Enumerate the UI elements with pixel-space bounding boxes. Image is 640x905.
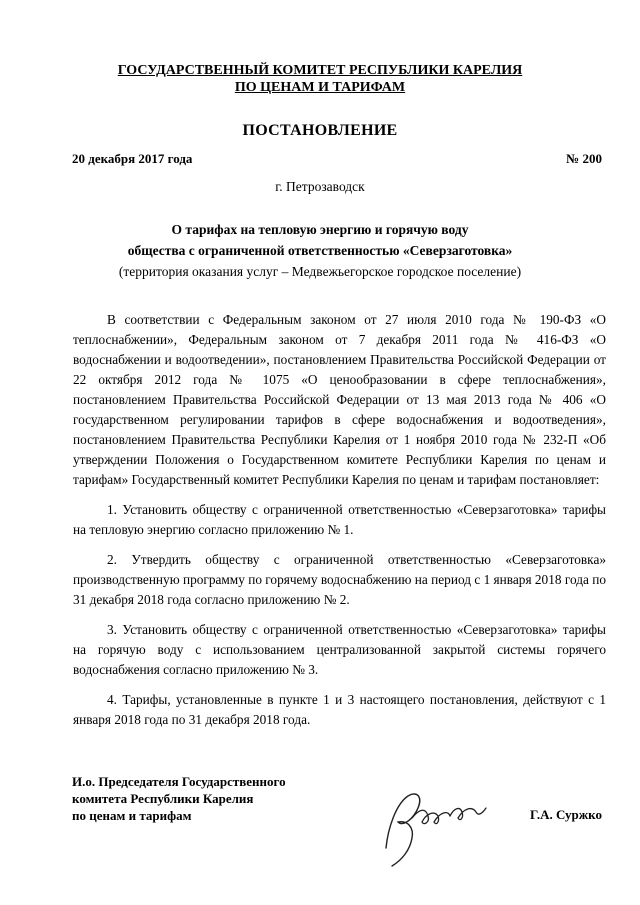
decree-item-3: 3. Установить обществу с ограниченной ответственностью «Северзаготовка» тарифы на горячую воду с использованием централизованной закрытой системы горячего водоснабжения согласно приложению № 3. [73,622,606,677]
committee-name-line2: ПО ЦЕНАМ И ТАРИФАМ [234,80,406,95]
signatory-position-line2: комитета Республики Карелия [72,791,254,806]
subject-line1: О тарифах на тепловую энергию и горячую воду [171,222,469,237]
decree-item-2: 2. Утвердить обществу с ограниченной ответственностью «Северзаготовка» производственную программу по горячему водоснабжению на период с 1 января 2018 года по 31 декабря 2018 года согласно приложению № 2. [73,552,606,607]
preamble-paragraph: В соответствии с Федеральным законом от 27 июля 2010 года № 190-ФЗ «О теплоснабжении», Федеральным законом от 7 декабря 2011 года № 416-ФЗ «О водоснабжении и водоотведении», постановлением Правительства Российской Федерации от 22 октября 2012 года № 1075 «О ценообразовании в сфере теплоснабжения», постановлением Правительства Российской Федерации от 13 мая 2013 года № 406 «О государственном регулировании тарифов в сфере водоснабжения и водоотведения», постановлением Правительства Республики Карелия от 1 ноября 2010 года № 232-П «Об утверждении Положения о Государственном комитете Республики Карелия по ценам и тарифам» Государственный комитет Республики Карелия по ценам и тарифам постановляет: [73,312,606,487]
committee-name-line1: ГОСУДАРСТВЕННЫЙ КОМИТЕТ РЕСПУБЛИКИ КАРЕЛИЯ [117,63,523,78]
document-body [73,310,606,730]
signatory-position [72,773,286,824]
signatory-name: Г.А. Суржко [530,807,602,822]
document-city: г. Петрозаводск [275,179,365,194]
document-date: 20 декабря 2017 года [72,151,193,166]
decree-item-1: 1. Установить обществу с ограниченной ответственностью «Северзаготовка» тарифы на тепловую энергию согласно приложению № 1. [73,502,606,537]
document-number: № 200 [566,151,602,166]
signatory-position-line3: по ценам и тарифам [72,808,192,823]
subject-line2: общества с ограниченной ответственностью «Северзаготовка» [127,243,513,258]
subject-territory: (территория оказания услуг – Медвежьегорское городское поселение) [118,264,522,279]
signatory-position-line1: И.о. Председателя Государственного [72,774,286,789]
document-title: ПОСТАНОВЛЕНИЕ [242,122,398,139]
decree-item-4: 4. Тарифы, установленные в пункте 1 и 3 настоящего постановления, действуют с 1 января 2018 года по 31 декабря 2018 года. [73,692,606,727]
handwritten-signature [378,778,490,870]
